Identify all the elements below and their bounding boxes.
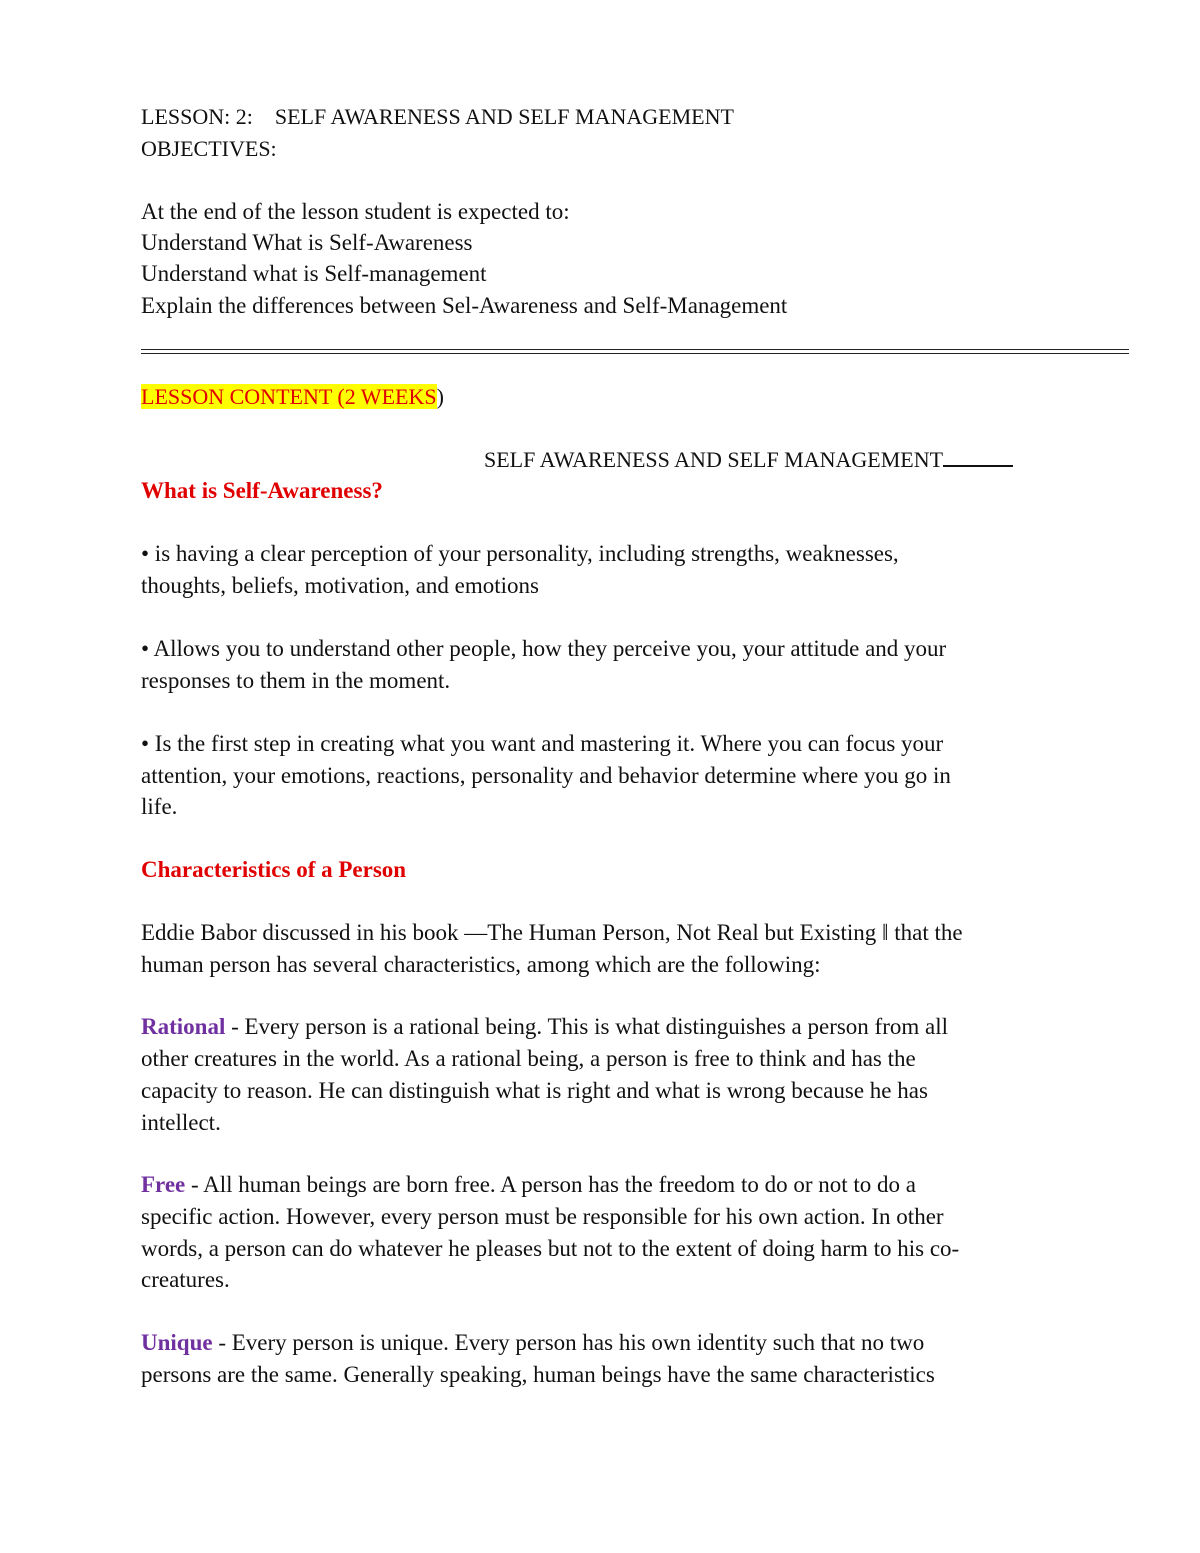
bullet-3-line-1: • Is the first step in creating what you want and mastering it. Where you can focus your: [141, 731, 944, 756]
objective-item-2: Understand what is Self-management: [141, 261, 487, 286]
free-text: - All human beings are born free. A person has the freedom to do or not to do a: [185, 1172, 916, 1197]
bullet-2-line-1: • Allows you to understand other people, how they perceive you, your attitude and your: [141, 636, 947, 661]
unique-line-2: persons are the same. Generally speaking, human beings have the same characteristics: [141, 1362, 935, 1387]
title-underline: [943, 447, 1013, 467]
lesson-title: SELF AWARENESS AND SELF MANAGEMENT: [274, 104, 734, 129]
lesson-content-highlight: LESSON CONTENT (2 WEEKS: [141, 384, 437, 409]
rational-line-1: [141, 1011, 948, 1043]
bullet-3-line-2: attention, your emotions, reactions, personality and behavior determine where you go in: [141, 763, 951, 788]
free-term: Free: [141, 1172, 186, 1197]
rational-line-4: intellect.: [141, 1110, 221, 1135]
lesson-content-label: [141, 381, 444, 413]
bullet-1-line-2: thoughts, beliefs, motivation, and emotions: [141, 573, 539, 598]
bullet-2-line-2: responses to them in the moment.: [141, 668, 451, 693]
babor-line-1: Eddie Babor discussed in his book —The Human Person, Not Real but Existing ‖ that the: [141, 920, 963, 945]
characteristics-heading: Characteristics of a Person: [141, 857, 407, 882]
rational-text: - Every person is a rational being. This is what distinguishes a person from all: [225, 1014, 949, 1039]
unique-line-1: [141, 1327, 924, 1359]
free-line-1: [141, 1169, 916, 1201]
section-title: [484, 444, 1013, 476]
objectives-intro: At the end of the lesson student is expected to:: [141, 199, 570, 224]
rational-line-2: other creatures in the world. As a rational being, a person is free to think and has the: [141, 1046, 916, 1071]
free-line-3: words, a person can do whatever he pleases but not to the extent of doing harm to his co-: [141, 1236, 960, 1261]
free-line-2: specific action. However, every person must be responsible for his own action. In other: [141, 1204, 944, 1229]
bullet-3-line-3: life.: [141, 794, 178, 819]
divider-top-line: [141, 349, 1129, 350]
free-line-4: creatures.: [141, 1267, 230, 1292]
objective-item-1: Understand What is Self-Awareness: [141, 230, 473, 255]
rational-line-3: capacity to reason. He can distinguish what is right and what is wrong because he has: [141, 1078, 928, 1103]
divider-bottom-line: [141, 353, 1129, 354]
rational-term: Rational: [141, 1014, 226, 1039]
lesson-content-close: ): [436, 384, 444, 409]
objectives-label: OBJECTIVES:: [141, 136, 277, 161]
objective-item-3: Explain the differences between Sel-Awareness and Self-Management: [141, 293, 788, 318]
unique-term: Unique: [141, 1330, 213, 1355]
what-is-heading: What is Self-Awareness?: [141, 478, 383, 503]
bullet-1-line-1: • is having a clear perception of your personality, including strengths, weaknesses,: [141, 541, 899, 566]
section-title-text: SELF AWARENESS AND SELF MANAGEMENT: [484, 447, 944, 472]
babor-line-2: human person has several characteristics, among which are the following:: [141, 952, 821, 977]
lesson-label: LESSON: 2:: [141, 104, 253, 129]
lesson-header: [141, 101, 734, 133]
unique-text: - Every person is unique. Every person has his own identity such that no two: [212, 1330, 925, 1355]
